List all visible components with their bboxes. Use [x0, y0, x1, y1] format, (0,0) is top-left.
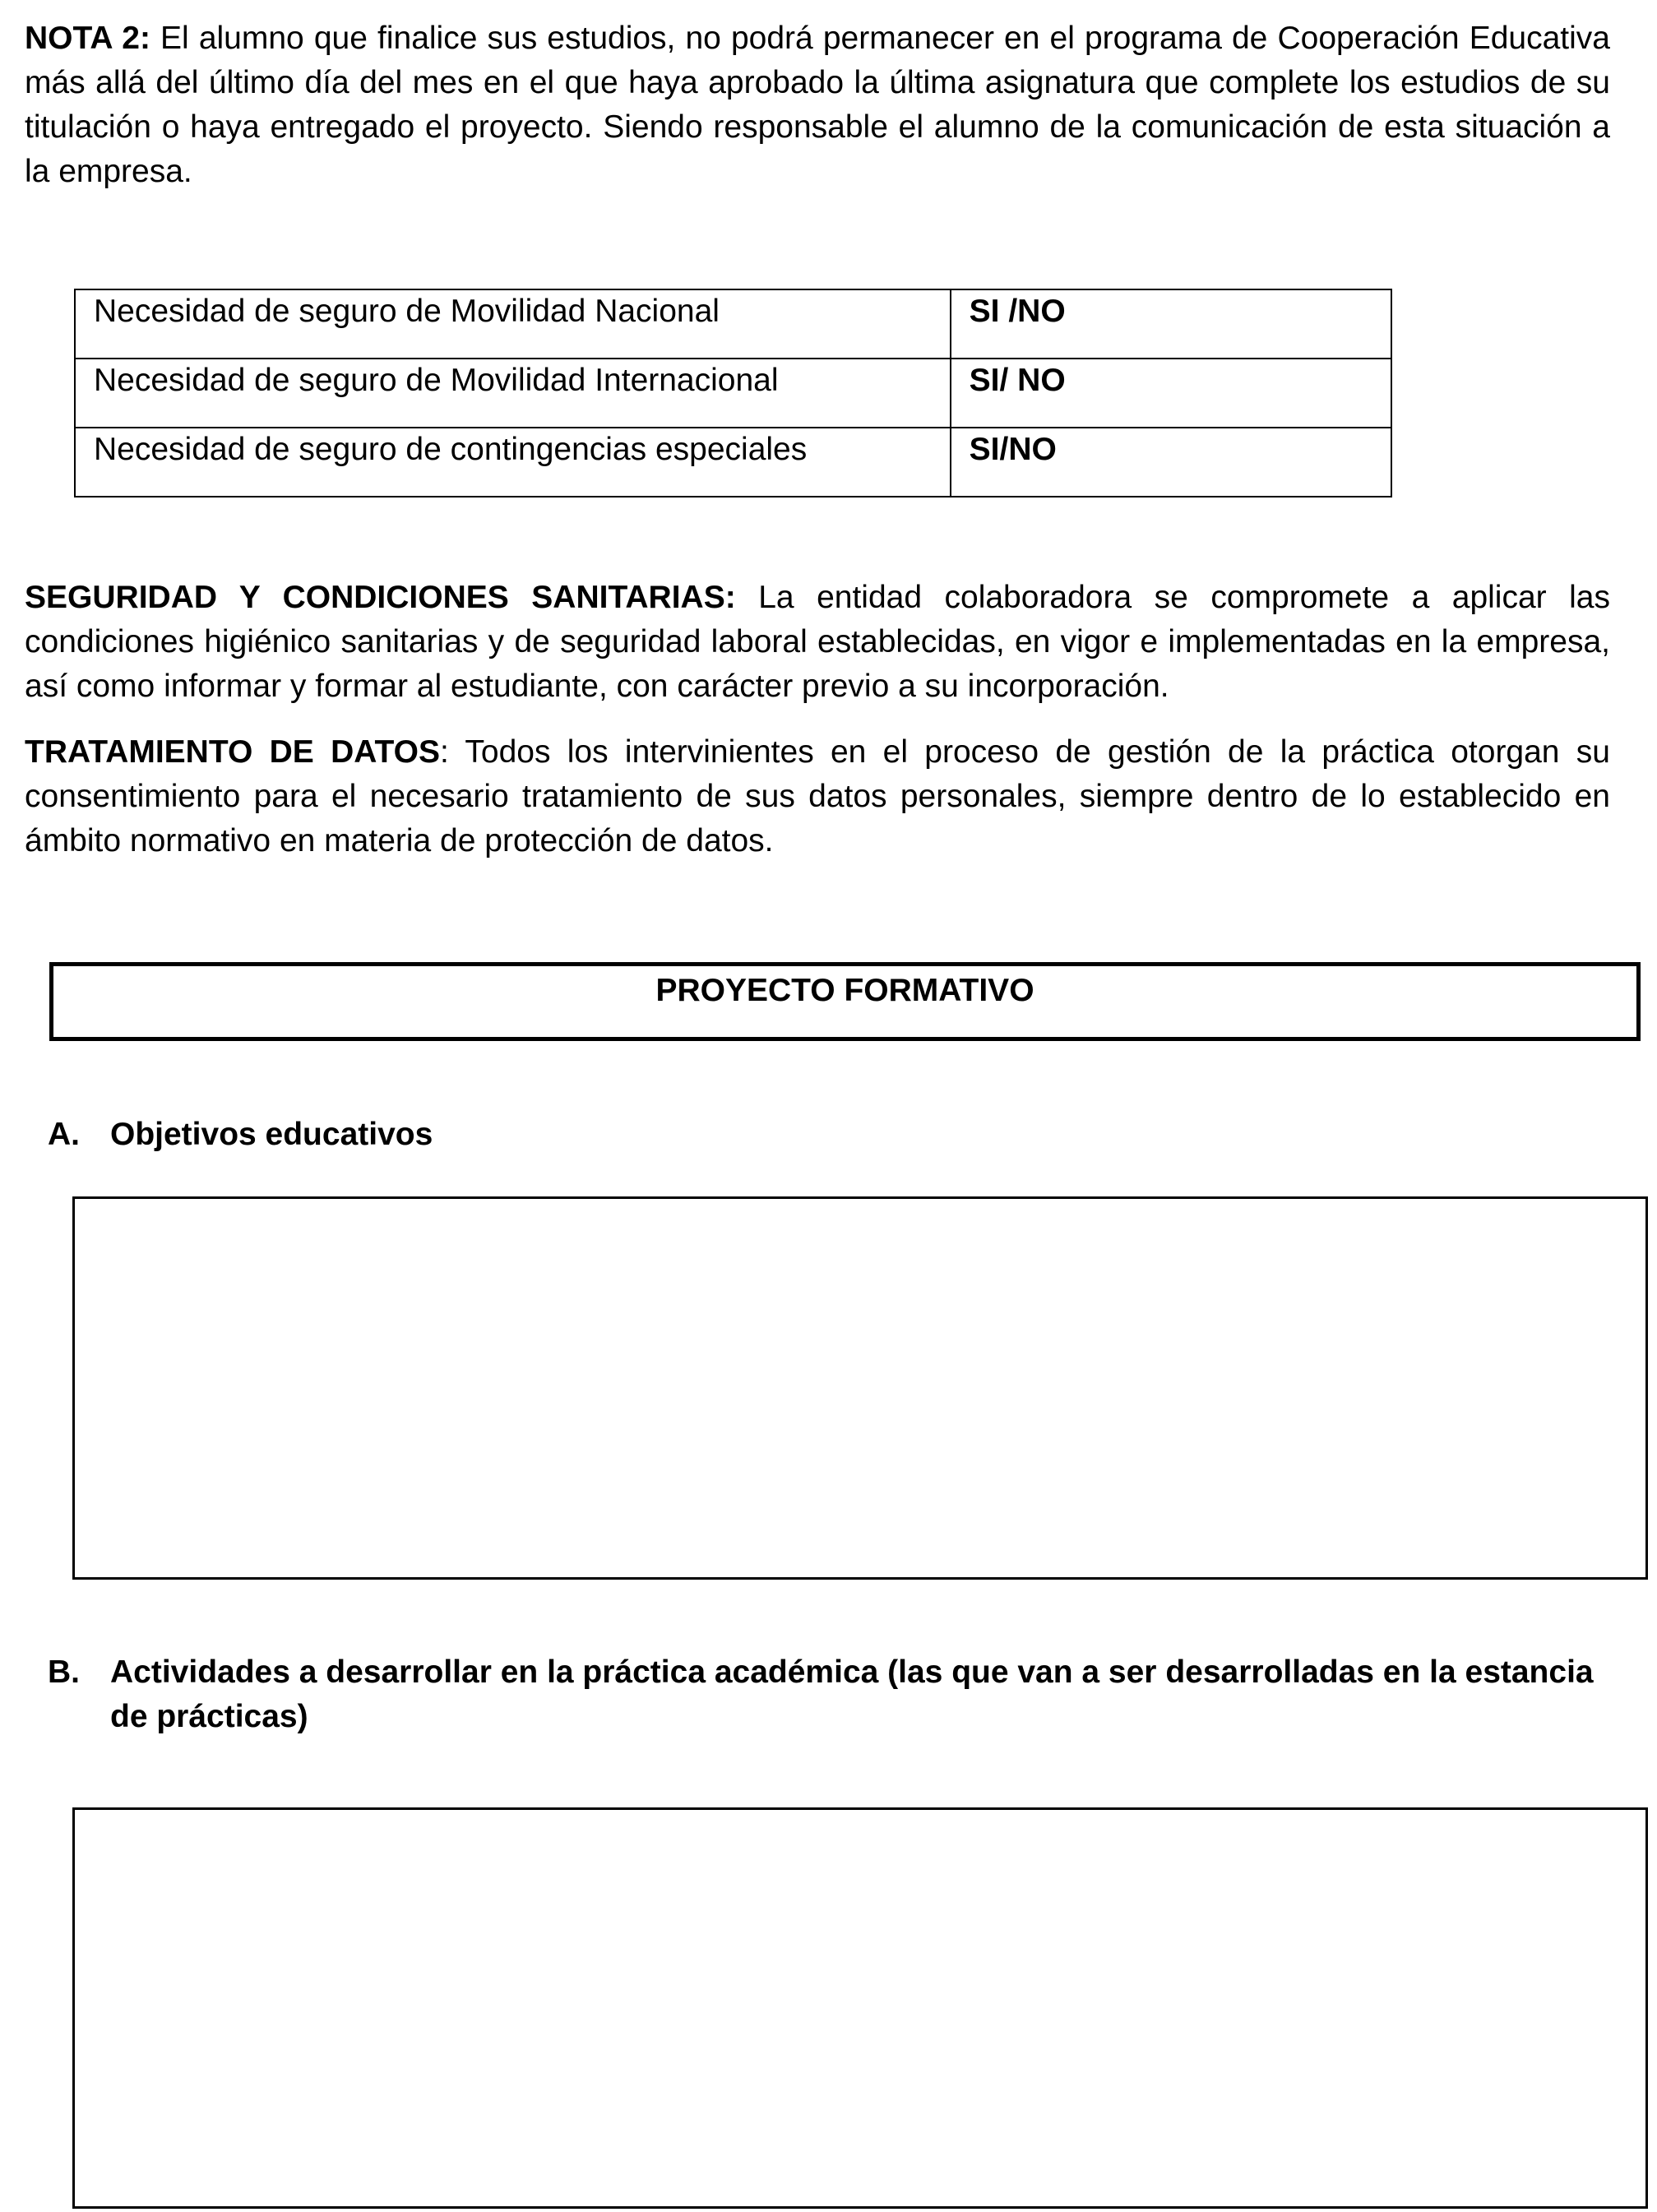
actividades-answer-box[interactable]	[72, 1807, 1648, 2209]
nota-2-paragraph	[25, 16, 1610, 194]
insurance-value-cell: SI/NO	[951, 428, 1391, 497]
section-a-letter: A.	[48, 1117, 80, 1152]
insurance-label-cell: Necesidad de seguro de contingencias especiales	[75, 428, 951, 497]
tratamiento-text: : Todos los intervinientes en el proceso de gestión de la práctica otorgan su consentimiento para el necesario tratamiento de sus datos personales, siempre dentro de lo establecido en ámbito normativo en materia de protección de datos.	[25, 734, 1610, 858]
tratamiento-paragraph	[25, 730, 1610, 863]
section-a-heading	[48, 1113, 1610, 1157]
section-b-letter: B.	[48, 1654, 80, 1690]
insurance-table	[74, 289, 1392, 497]
objetivos-educativos-answer-box[interactable]	[72, 1196, 1648, 1580]
insurance-label-cell: Necesidad de seguro de Movilidad Internacional	[75, 359, 951, 428]
nota-2-text: El alumno que finalice sus estudios, no podrá permanecer en el programa de Cooperación Educativa más allá del último día del mes en el que haya aprobado la última asignatura que complete los estudios de su titulación o haya entregado el proyecto. Siendo responsable el alumno de la comunicación de esta situación a la empresa.	[25, 21, 1610, 189]
table-row	[75, 359, 1391, 428]
table-row	[75, 289, 1391, 359]
nota-2-label: NOTA 2:	[25, 21, 150, 56]
proyecto-formativo-header	[49, 962, 1641, 1041]
tratamiento-label: TRATAMIENTO DE DATOS	[25, 734, 440, 770]
section-b-heading	[48, 1650, 1610, 1739]
table-row	[75, 428, 1391, 497]
seguridad-text: La entidad colaboradora se compromete a aplicar las condiciones higiénico sanitarias y de seguridad laboral establecidas, en vigor e implementadas en la empresa, así como informar y formar al estudiante, con carácter previo a su incorporación.	[25, 580, 1610, 704]
insurance-value-cell: SI/ NO	[951, 359, 1391, 428]
seguridad-paragraph	[25, 576, 1610, 709]
section-a-title: Objetivos educativos	[110, 1117, 433, 1152]
insurance-label-cell: Necesidad de seguro de Movilidad Nacional	[75, 289, 951, 359]
seguridad-label: SEGURIDAD Y CONDICIONES SANITARIAS:	[25, 580, 736, 615]
insurance-value-cell: SI /NO	[951, 289, 1391, 359]
proyecto-formativo-title: PROYECTO FORMATIVO	[655, 973, 1034, 1008]
section-b-title: Actividades a desarrollar en la práctica académica (las que van a ser desarrolladas en la estancia de prácticas)	[110, 1654, 1594, 1734]
